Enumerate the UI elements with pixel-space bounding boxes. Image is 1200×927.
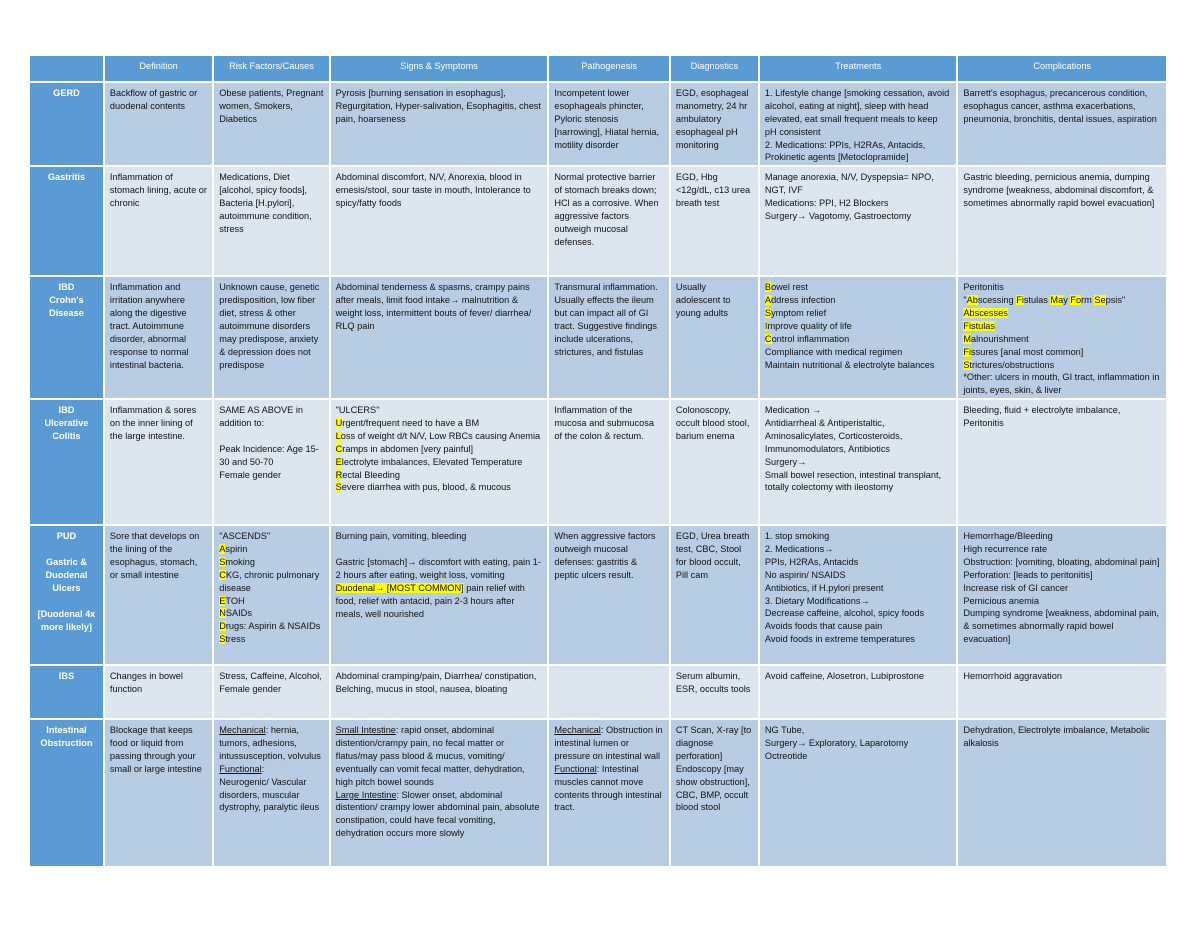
uc-pathogenesis: Inflammation of the mucosa and submucosa of the colon & rectum.: [549, 400, 668, 524]
pud-treatments: [760, 526, 956, 664]
gastritis-pathogenesis: Normal protective barrier of stomach breaks down; HCl as a corrosive. When aggressive factors outweigh mucosal defenses.: [549, 167, 668, 275]
complication-line: [963, 346, 1161, 359]
header-diagnostics: Diagnostics: [671, 56, 758, 81]
highlight-letter: Se: [1094, 295, 1106, 306]
header-complications: Complications: [958, 56, 1166, 81]
complication-line: Increase risk of GI cancer: [963, 582, 1069, 593]
risk-line: Peak Incidence: Age 15-30 and 50-70: [219, 443, 319, 467]
obstruction-definition: Blockage that keeps food or liquid from passing through your small or large intestine: [105, 720, 212, 866]
path-line: [554, 763, 663, 815]
header-pathogenesis: Pathogenesis: [549, 56, 668, 81]
ibs-signs: Abdominal cramping/pain, Diarrhea/ constipation, Belching, mucus in stool, nausea, bloating: [331, 666, 548, 718]
row-label-text: [Duodenal 4x more likely]: [37, 608, 98, 632]
highlight-letter: L: [335, 430, 341, 441]
pud-signs: [331, 526, 548, 664]
treatment-line: PPIs, H2RAs, Antacids: [764, 556, 859, 567]
line-text: oss of weight d/t N/V, Low RBCs causing Anemia: [340, 430, 541, 441]
header-signs-symptoms: Signs & Symptoms: [331, 56, 548, 81]
mnemonic-title: "ULCERS": [335, 405, 380, 416]
highlight-text: Fistulas: [963, 320, 996, 331]
uc-risk: [214, 400, 328, 524]
treatment-line: Manage anorexia, N/V, Dyspepsia= NPO, NGT, IVF: [764, 172, 937, 196]
line-text: owel rest: [771, 282, 808, 293]
treatment-line: [765, 294, 951, 307]
row-label-text: Obstruction: [40, 738, 93, 748]
highlight-letter: C: [764, 333, 772, 344]
underlined-label: Mechanical: [219, 725, 266, 736]
crohns-definition: Inflammation and irritation anywhere along the digestive tract. Autoimmune disorder, abnormal response to normal intestinal bacteria.: [105, 277, 212, 398]
ibs-diagnostics: Serum albumin, ESR, occults tools: [671, 666, 758, 718]
uc-definition: Inflammation & sores on the inner lining of the large intestine.: [105, 400, 212, 524]
table-row-intestinal-obstruction: [30, 720, 1166, 866]
treatment-line: Surgery→ Exploratory, Laparotomy: [764, 738, 909, 748]
line-text: ssures [anal most common]: [971, 346, 1084, 357]
line-text: KG, chronic pulmonary disease: [219, 569, 322, 593]
uc-diagnostics: Colonoscopy, occult blood stool, barium enema: [671, 400, 758, 524]
highlight-letter: S: [764, 308, 772, 318]
highlight-letter: Ma: [1050, 295, 1064, 306]
row-label-crohns: [30, 277, 103, 398]
line-text: mprove quality of life: [767, 320, 852, 331]
highlight-text: Abscesses: [963, 308, 1008, 318]
ibs-risk: Stress, Caffeine, Alcohol, Female gender: [214, 666, 328, 718]
complication-line: [963, 294, 1161, 307]
treatment-line: Compliance with medical regimen: [764, 346, 903, 357]
treatment-line: Medication →: [764, 405, 822, 416]
risk-line: [219, 595, 323, 608]
row-label-text: Gastric &: [46, 557, 87, 567]
obstruction-complications: Dehydration, Electrolyte imbalance, Metabolic alkalosis: [958, 720, 1166, 866]
row-label-pud: [30, 526, 103, 664]
treatment-line: No aspirin/ NSAIDS: [764, 569, 846, 580]
underlined-label: Small Intestine: [335, 725, 396, 736]
gerd-complications: Barrett's esophagus, precancerous condition, esophagus cancer, asthma exacerbations, pneumonia, bronchitis, dental issues, aspiration: [958, 83, 1166, 165]
highlight-letter: N: [219, 608, 226, 619]
table-row-gerd: [30, 83, 1166, 165]
sign-line: [336, 789, 543, 841]
underlined-label: Large Intestine: [335, 789, 397, 800]
treatment-line: [765, 281, 951, 294]
pud-pathogenesis: When aggressive factors outweigh mucosal defenses: gastritis & peptic ulcers result.: [549, 526, 668, 664]
line-text: tress: [225, 634, 246, 645]
risk-line: [219, 607, 323, 620]
risk-line: [219, 556, 323, 569]
row-label-text: Duodenal: [45, 569, 88, 580]
sign-line: [336, 430, 543, 443]
row-label-text: Colitis: [52, 430, 81, 441]
sign-line: [336, 417, 543, 430]
crohns-risk: Unknown cause, genetic predisposition, low fiber diet, stress & other autoimmune disorders may predispose, anxiety & depression does not predispose: [214, 277, 328, 398]
sign-line: [336, 469, 543, 482]
ibs-treatments: Avoid caffeine, Alosetron, Lubiprostone: [760, 666, 956, 718]
line-text: rm: [1081, 295, 1095, 306]
crohns-complications: [958, 277, 1166, 398]
row-label-gastritis: [30, 167, 103, 275]
complication-line: Bleeding, fluid + electrolyte imbalance,: [963, 405, 1121, 416]
highlight-letter: D: [219, 621, 226, 632]
risk-line: [219, 763, 323, 776]
header-row: [30, 56, 1166, 81]
treatment-line: Antidiarrheal & Antiperistaltic, Aminosalicylates, Corticosteroids, Immunomodulators, Antibiotics: [764, 418, 905, 454]
gastritis-signs: Abdominal discomfort, N/V, Anorexia, blood in emesis/stool, sour taste in mouth, Intolerance to spicy/fatty foods: [331, 167, 548, 275]
highlight-letter: I: [764, 320, 768, 331]
treatment-line: 1. stop smoking: [764, 531, 830, 542]
header-risk-factors: Risk Factors/Causes: [214, 56, 328, 81]
spacer: [35, 595, 98, 608]
header-corner: [30, 56, 103, 81]
risk-line: SAME AS ABOVE in addition to:: [219, 405, 306, 428]
gastritis-definition: Inflammation of stomach lining, acute or chronic: [105, 167, 212, 275]
spacer: [35, 543, 98, 556]
highlight-letter: S: [219, 556, 226, 567]
highlight-letter: A: [219, 544, 226, 554]
header-definition: Definition: [105, 56, 212, 81]
treatment-line: [765, 307, 951, 320]
line-text: ddress infection: [771, 295, 836, 306]
sign-line: [336, 456, 543, 469]
line-text: ": [963, 295, 967, 306]
crohns-signs: Abdominal tenderness & spasms, crampy pains after meals, limit food intake→ malnutrition & weight loss, intermittent bouts of fever/ diarrhea/ RLQ pain: [331, 277, 548, 398]
highlight-letter: S: [335, 482, 342, 493]
highlight-letter: Fo: [1070, 295, 1082, 306]
sign-line: [336, 724, 543, 788]
disease-table: [28, 54, 1168, 868]
pud-risk: [214, 526, 328, 664]
table-row-pud: [30, 526, 1166, 664]
treatment-line: Medications: PPI, H2 Blockers: [764, 198, 889, 208]
complication-line: [963, 359, 1161, 372]
highlight-letter: C: [335, 443, 343, 454]
row-label-text: PUD: [56, 531, 77, 542]
gerd-signs: Pyrosis [burning sensation in esophagus], Regurgitation, Hyper-salivation, Esophagitis, chest pain, hoarseness: [331, 83, 548, 165]
row-label-text: IBD: [58, 282, 75, 293]
line-text: stulas: [1023, 295, 1051, 306]
complication-line: Peritonitis: [963, 282, 1004, 293]
table-row-ulcerative-colitis: [30, 400, 1166, 524]
row-label-intestinal-obstruction: [30, 720, 103, 866]
gastritis-treatments: [760, 167, 956, 275]
complication-line: Pernicious anemia: [963, 595, 1039, 606]
treatment-line: Maintain nutritional & electrolyte balances: [764, 359, 935, 370]
line-text: ymptom relief: [771, 308, 827, 318]
line-text: lectrolyte imbalances, Elevated Temperature: [341, 456, 523, 467]
complication-line: Peritonitis: [963, 418, 1004, 428]
header-treatments: Treatments: [760, 56, 956, 81]
treatment-line: [765, 333, 951, 346]
highlight-letter: U: [335, 418, 343, 428]
line-text: SAIDs: [225, 608, 252, 619]
complication-line: [963, 333, 1161, 346]
line-text: rictures/obstructions: [972, 359, 1055, 370]
highlight-text: Duodenal→ [MOST COMMON]: [335, 582, 464, 593]
complication-line: Obstruction: [vomiting, bloating, abdominal pain]: [963, 556, 1160, 567]
table-row-crohns: [30, 277, 1166, 398]
treatment-line: NG Tube,: [764, 725, 805, 736]
row-label-text: IBS: [58, 671, 75, 682]
treatment-line: 2. Medications: PPIs, H2RAs, Antacids, Prokinetic agents [Metoclopramide]: [764, 139, 928, 163]
spacer: [336, 543, 543, 556]
complication-line: Hemorrhage/Bleeding: [963, 531, 1053, 542]
line-text: moking: [225, 556, 255, 567]
treatment-line: Surgery→: [764, 456, 807, 467]
risk-line: Neurogenic/ Vascular disorders, muscular dystrophy, paralytic ileus: [219, 776, 320, 813]
line-text: : hernia, tumors, adhesions, intussusception, volvulus: [219, 725, 321, 761]
complication-line: Perforation: [leads to peritonitis]: [963, 569, 1093, 580]
underlined-label: Mechanical: [554, 725, 601, 736]
risk-line: [219, 569, 323, 595]
line-text: ontrol inflammation: [771, 333, 850, 344]
row-label-text: Disease: [49, 308, 84, 318]
gerd-diagnostics: EGD, esophageal manometry, 24 hr ambulatory esophageal pH monitoring: [671, 83, 758, 165]
line-text: scess: [977, 295, 1002, 306]
line-text: evere diarrhea with pus, blood, & mucous: [341, 482, 511, 493]
complication-line: Dumping syndrome [weakness, abdominal pain, & sometimes abnormally rapid bowel evacuation]: [963, 608, 1162, 645]
highlight-letter: S: [219, 634, 226, 645]
treatment-line: Surgery→ Vagotomy, Gastroectomy: [764, 210, 912, 221]
treatment-line: Small bowel resection, intestinal transplant, totally colectomy with ileostomy: [764, 469, 944, 493]
line-text: alnourishment: [971, 333, 1029, 344]
line-text: TOH: [225, 595, 245, 606]
pud-diagnostics: EGD, Urea breath test, CBC, Stool for blood occult, Pill cam: [671, 526, 758, 664]
line-text: rugs: Aspirin & NSAIDs: [225, 621, 321, 632]
gerd-treatments: [760, 83, 956, 165]
complication-line: [963, 307, 1161, 320]
highlight-letter: A: [764, 295, 772, 306]
row-label-ibs: [30, 666, 103, 718]
line-text: ramps in abdomen [very painful]: [342, 443, 474, 454]
gastritis-risk: Medications, Diet [alcohol, spicy foods], Bacteria [H.pylori], autoimmune condition, stress: [214, 167, 328, 275]
highlight-letter: C: [219, 569, 226, 580]
highlight-letter: Fi: [963, 346, 972, 357]
highlight-letter: Fi: [1016, 295, 1024, 306]
highlight-letter: E: [219, 595, 226, 606]
row-label-text: Ulcers: [52, 582, 81, 593]
table-row-ibs: [30, 666, 1166, 718]
row-label-text: IBD: [58, 405, 75, 416]
table-row-gastritis: [30, 167, 1166, 275]
treatment-line: Octreotide: [764, 750, 808, 761]
pud-definition: Sore that develops on the lining of the esophagus, stomach, or small intestine: [105, 526, 212, 664]
gerd-pathogenesis: Incompetent lower esophageals phincter, Pyloric stenosis [narrowing], Hiatal hernia, motility disorder: [549, 83, 668, 165]
uc-signs: [331, 400, 548, 524]
obstruction-diagnostics: CT Scan, X-ray [to diagnose perforation] Endoscopy [may show obstruction], CBC, BMP, occult blood stool: [671, 720, 758, 866]
crohns-diagnostics: Usually adolescent to young adults: [671, 277, 758, 398]
pud-complications: [958, 526, 1166, 664]
row-label-text: Ulcerative: [44, 418, 89, 428]
treatment-line: 3. Dietary Modifications→: [764, 595, 870, 606]
row-label-gerd: [30, 83, 103, 165]
underlined-label: Functional: [219, 763, 262, 774]
sign-line: Gastric [stomach]→ discomfort with eating, pain 1-2 hours after eating, weight loss, vomiting: [335, 557, 541, 580]
treatment-line: Avoids foods that cause pain: [764, 621, 883, 632]
uc-complications: [958, 400, 1166, 524]
line-text: ing: [1001, 295, 1017, 306]
obstruction-signs: [331, 720, 548, 866]
complication-line: [963, 320, 1161, 333]
sign-line: [336, 582, 543, 621]
sign-line: [336, 443, 543, 456]
line-text: spirin: [225, 544, 248, 554]
highlight-letter: B: [764, 282, 772, 293]
sign-line: [336, 481, 543, 494]
line-text: ectal Bleeding: [342, 469, 401, 480]
obstruction-risk: [214, 720, 328, 866]
gastritis-diagnostics: EGD, Hbg <12g/dL, c13 urea breath test: [671, 167, 758, 275]
line-text: : rapid onset, abdominal distention/crampy pain, no fecal matter or flatus/may pass blood & mucus, vomiting/ eventually can vomit fecal matter, dehydration, high pitch bowel sounds: [335, 725, 528, 787]
line-text: pain relief with food, relief with antacid, pain 2-3 hours after meals, well nourished: [335, 582, 528, 619]
gerd-definition: Backflow of gastric or duodenal contents: [105, 83, 212, 165]
row-label-text: Crohn's: [49, 295, 84, 306]
gastritis-complications: Gastric bleeding, pernicious anemia, dumping syndrome [weakness, abdominal discomfort, & sometimes abnormally rapid bowel evacuation]: [958, 167, 1166, 275]
obstruction-treatments: [760, 720, 956, 866]
risk-line: [219, 724, 323, 763]
treatment-line: Avoid foods in extreme temperatures: [764, 634, 915, 645]
highlight-letter: M: [963, 333, 972, 344]
treatment-line: 2. Medications→: [764, 544, 834, 554]
risk-line: [219, 543, 323, 556]
row-label-text: Gastritis: [47, 172, 86, 183]
crohns-treatments: [760, 277, 956, 398]
underlined-label: Functional: [554, 763, 597, 774]
line-text: psis": [1105, 295, 1126, 306]
line-text: :: [261, 763, 265, 774]
obstruction-pathogenesis: [549, 720, 668, 866]
ibs-definition: Changes in bowel function: [105, 666, 212, 718]
ibs-complications: Hemorrhoid aggravation: [958, 666, 1166, 718]
treatment-line: 1. Lifestyle change [smoking cessation, avoid alcohol, eating at night], sleep with head elevated, eat small frequent meals to keep pH consistent: [764, 88, 952, 137]
highlight-letter: Ab: [966, 295, 978, 306]
risk-line: Female gender: [219, 469, 282, 480]
line-text: : Intestinal muscles cannot move contents through intestinal tract.: [554, 763, 665, 813]
line-text: : Slower onset, abdominal distention/ crampy lower abdominal pain, absolute constipation, could have fecal vomiting, dehydration occurs more slowly: [335, 789, 542, 839]
mnemonic-title: "ASCENDS": [219, 531, 271, 542]
highlight-letter: R: [335, 469, 343, 480]
sign-line: Burning pain, vomiting, bleeding: [335, 531, 467, 542]
treatment-line: [765, 320, 951, 333]
path-line: [554, 724, 666, 763]
spacer: [219, 430, 323, 443]
risk-line: [219, 633, 323, 646]
complication-line: *Other: ulcers in mouth, GI tract, inflammation in joints, eyes, skin, & liver: [963, 372, 1162, 396]
row-label-text: Intestinal: [46, 725, 87, 736]
line-text: y: [1063, 295, 1071, 306]
row-label-text: GERD: [53, 88, 80, 98]
uc-treatments: [760, 400, 956, 524]
treatment-line: Antibiotics, if H.pylori present: [764, 582, 884, 593]
highlight-letter: E: [335, 456, 342, 467]
complication-line: High recurrence rate: [963, 544, 1048, 554]
highlight-letter: St: [963, 359, 973, 370]
row-label-ulcerative-colitis: [30, 400, 103, 524]
ibs-pathogenesis: [549, 666, 668, 718]
line-text: : Obstruction in intestinal lumen or pressure on intestinal wall: [554, 725, 666, 761]
treatment-line: Decrease caffeine, alcohol, spicy foods: [764, 608, 925, 619]
crohns-pathogenesis: Transmural inflammation. Usually effects the ileum but can impact all of GI tract. Suggestive findings include ulcerations, strictures, and fistulas: [549, 277, 668, 398]
gerd-risk: Obese patients, Pregnant women, Smokers, Diabetics: [214, 83, 328, 165]
line-text: rgent/frequent need to have a BM: [342, 418, 480, 428]
risk-line: [219, 620, 323, 633]
